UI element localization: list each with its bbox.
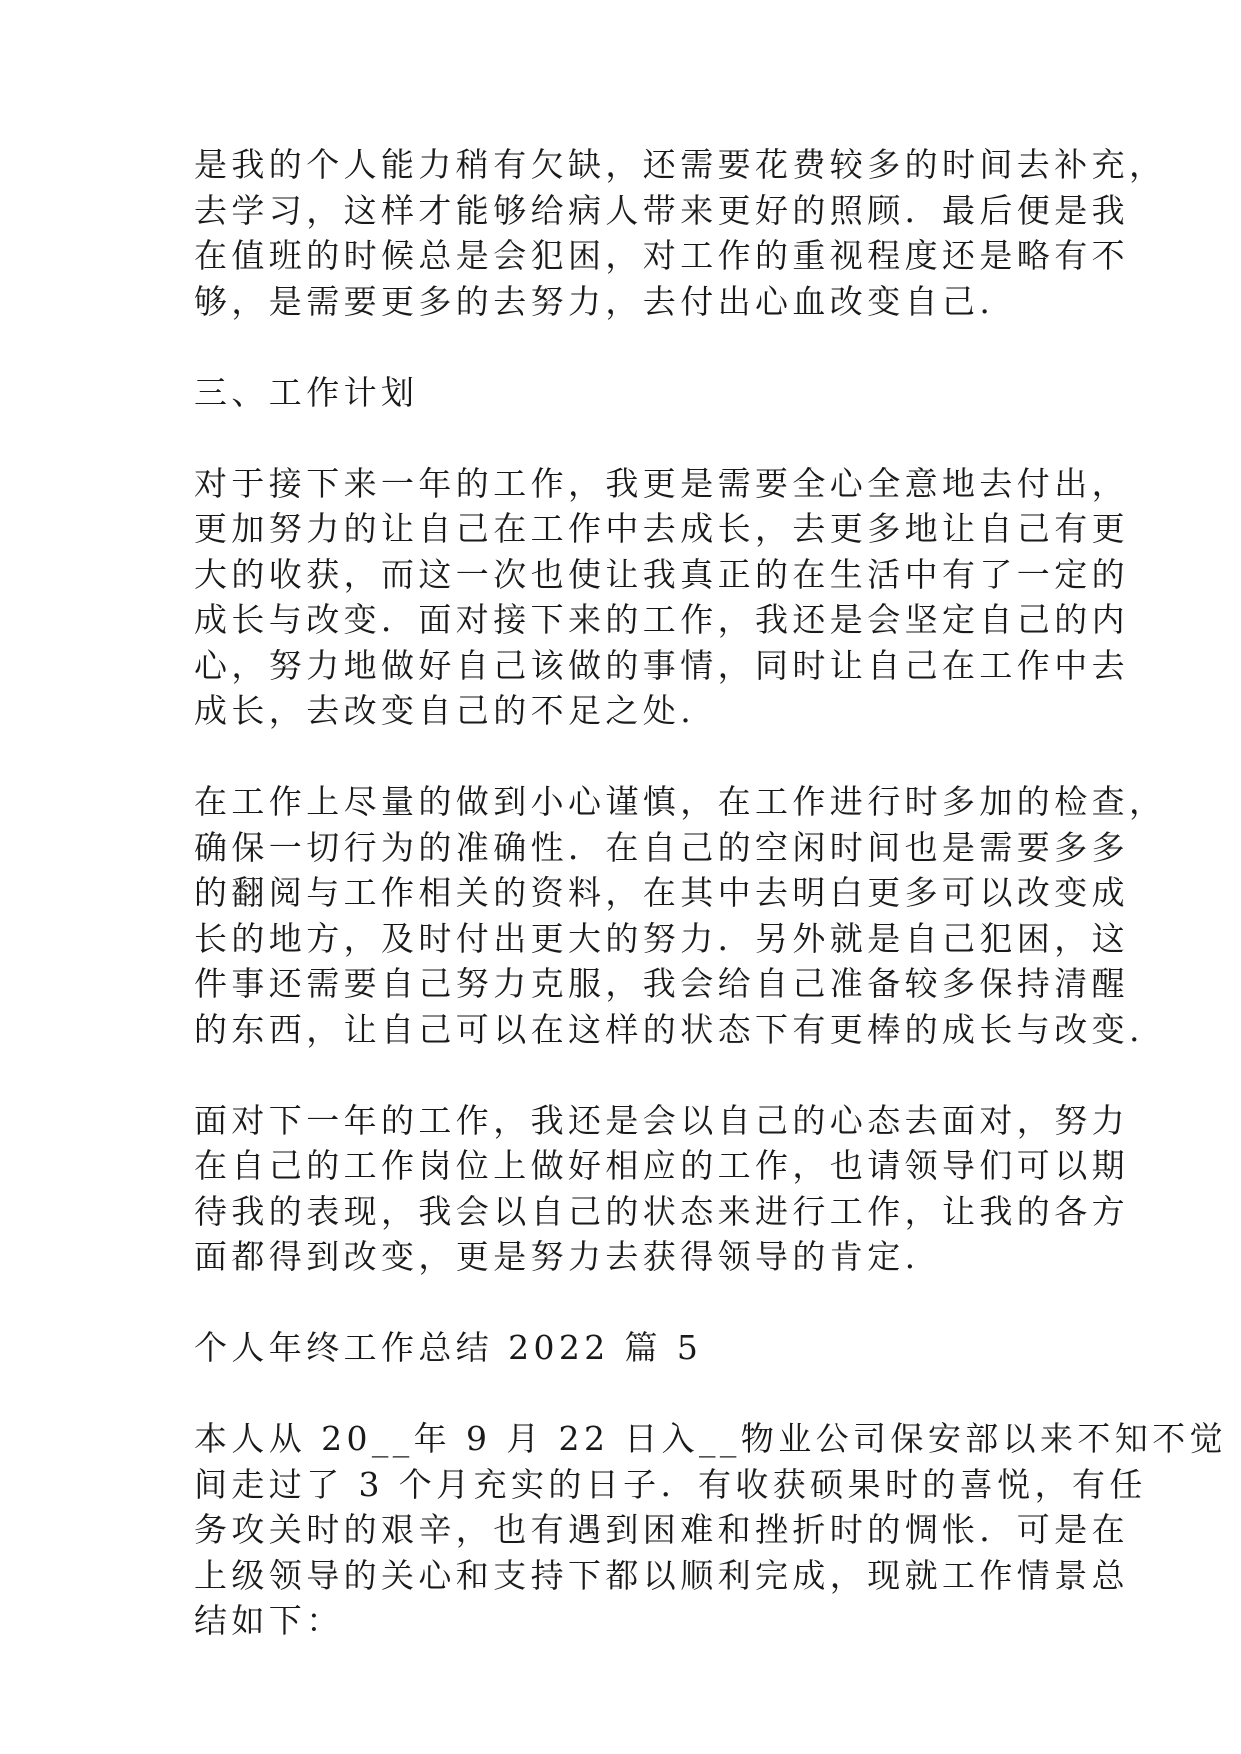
text-line: 上级领导的关心和支持下都以顺利完成，现就工作情景总 xyxy=(194,1555,1129,1595)
text-line: 的翻阅与工作相关的资料，在其中去明白更多可以改变成 xyxy=(194,873,1129,912)
heading-text: 个人年终工作总结 2022 篇 5 xyxy=(194,1328,703,1367)
text-line: 在工作上尽量的做到小心谨慎，在工作进行时多加的检查， xyxy=(194,782,1167,821)
text-line: 是我的个人能力稍有欠缺，还需要花费较多的时间去补充， xyxy=(194,145,1167,184)
section-heading xyxy=(194,370,1074,416)
paragraph-gap xyxy=(194,415,1074,461)
paragraph xyxy=(194,142,1167,324)
document-page xyxy=(194,142,1228,1644)
paragraph xyxy=(194,1416,1228,1644)
text-line: 在自己的工作岗位上做好相应的工作，也请领导们可以期 xyxy=(194,1146,1129,1185)
section-heading xyxy=(194,1325,1074,1371)
paragraph xyxy=(194,1098,1129,1280)
paragraph-gap xyxy=(194,1052,1074,1098)
paragraph-gap xyxy=(194,324,1074,370)
text-line: 心，努力地做好自己该做的事情，同时让自己在工作中去 xyxy=(194,645,1129,685)
text-line: 更加努力的让自己在工作中去成长，去更多地让自己有更 xyxy=(194,509,1129,548)
text-line: 结如下： xyxy=(194,1601,344,1640)
text-line: 在值班的时候总是会犯困，对工作的重视程度还是略有不 xyxy=(194,236,1129,275)
text-line: 间走过了 3 个月充实的日子．有收获硕果时的喜悦，有任 xyxy=(194,1464,1147,1504)
paragraph-gap xyxy=(194,1280,1074,1326)
text-line: 本人从 20__年 9 月 22 日入__物业公司保安部以来不知不觉 xyxy=(194,1419,1228,1458)
text-line: 面都得到改变，更是努力去获得领导的肯定. xyxy=(194,1237,920,1276)
text-line: 件事还需要自己努力克服，我会给自己准备较多保持清醒 xyxy=(194,964,1129,1003)
text-line: 成长与改变．面对接下来的工作，我还是会坚定自己的内 xyxy=(194,600,1129,639)
paragraph xyxy=(194,461,1129,734)
text-line: 对于接下来一年的工作，我更是需要全心全意地去付出， xyxy=(194,463,1129,503)
text-line: 面对下一年的工作，我还是会以自己的心态去面对，努力 xyxy=(194,1100,1129,1140)
text-line: 的东西，让自己可以在这样的状态下有更棒的成长与改变. xyxy=(194,1009,1144,1049)
text-line: 务攻关时的艰辛，也有遇到困难和挫折时的惆怅．可是在 xyxy=(194,1510,1129,1549)
paragraph-gap xyxy=(194,1371,1074,1417)
text-line: 确保一切行为的准确性．在自己的空闲时间也是需要多多 xyxy=(194,827,1129,867)
text-line: 成长，去改变自己的不足之处. xyxy=(194,691,696,730)
text-line: 待我的表现，我会以自己的状态来进行工作，让我的各方 xyxy=(194,1191,1129,1231)
paragraph xyxy=(194,779,1167,1052)
text-line: 够，是需要更多的去努力，去付出心血改变自己. xyxy=(194,281,995,321)
heading-text: 三、工作计划 xyxy=(194,372,419,412)
text-line: 长的地方，及时付出更大的努力．另外就是自己犯困，这 xyxy=(194,918,1129,958)
text-line: 大的收获，而这一次也使让我真正的在生活中有了一定的 xyxy=(194,554,1129,594)
text-line: 去学习，这样才能够给病人带来更好的照顾．最后便是我 xyxy=(194,190,1129,230)
paragraph-gap xyxy=(194,734,1074,780)
